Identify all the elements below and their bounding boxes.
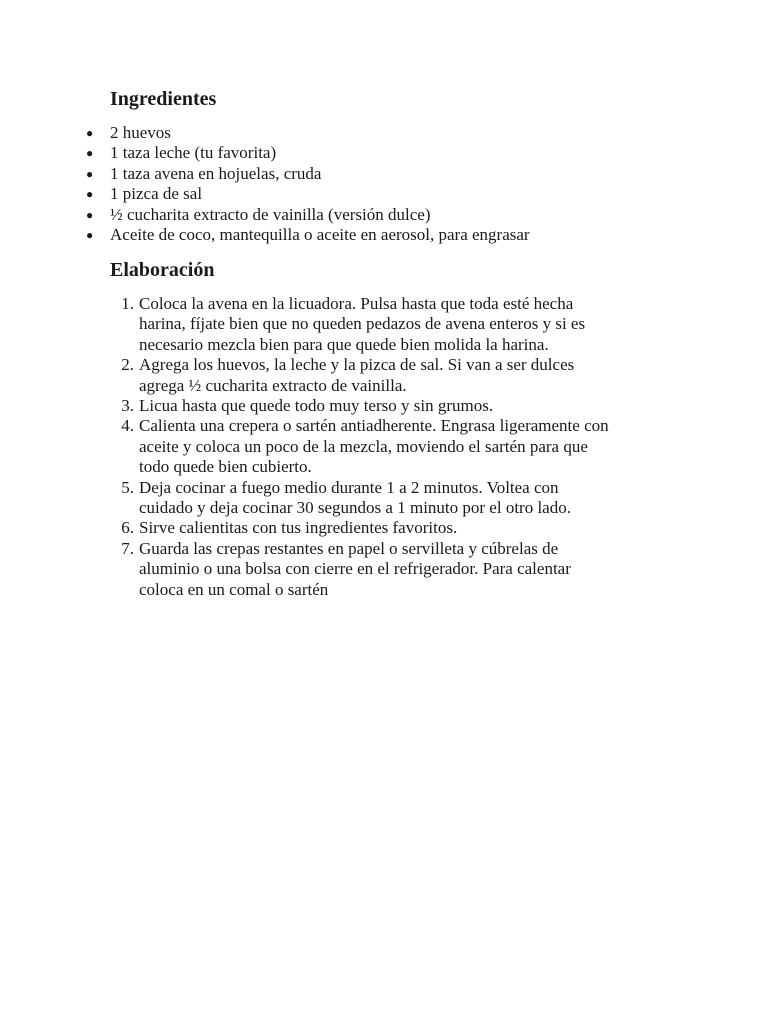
step-number: 4. bbox=[121, 416, 134, 436]
step-text-line: Deja cocinar a fuego medio durante 1 a 2 minutos. Voltea con bbox=[139, 477, 559, 497]
step-text-line: agrega ½ cucharita extracto de vainilla. bbox=[139, 375, 407, 395]
bullet-icon: ● bbox=[86, 187, 94, 202]
ingredient-item bbox=[0, 184, 700, 204]
ingredient-text: 1 taza avena en hojuelas, cruda bbox=[110, 163, 322, 183]
step-item bbox=[0, 294, 679, 355]
step-text-line: Sirve calientitas con tus ingredientes favoritos. bbox=[139, 518, 458, 538]
ingredient-item bbox=[0, 123, 700, 143]
preparation-heading: Elaboración bbox=[110, 259, 215, 281]
step-text-line: Calienta una crepera o sartén antiadherente. Engrasa ligeramente con bbox=[139, 416, 609, 436]
ingredient-item bbox=[0, 164, 700, 184]
step-text-line: Guarda las crepas restantes en papel o servilleta y cúbrelas de bbox=[139, 538, 559, 558]
step-text-line: aceite y coloca un poco de la mezcla, moviendo el sartén para que bbox=[139, 436, 588, 456]
step-number: 2. bbox=[121, 355, 134, 375]
step-item bbox=[0, 539, 679, 600]
step-text-line: Coloca la avena en la licuadora. Pulsa hasta que toda esté hecha bbox=[139, 294, 574, 313]
bullet-icon: ● bbox=[86, 207, 94, 222]
step-item bbox=[0, 518, 679, 538]
ingredients-list bbox=[0, 123, 700, 245]
preparation-steps-list bbox=[0, 294, 700, 600]
step-number: 3. bbox=[121, 396, 134, 416]
step-text-line: aluminio o una bolsa con cierre en el refrigerador. Para calentar bbox=[139, 559, 571, 579]
step-item bbox=[0, 355, 679, 396]
step-text-line: coloca en un comal o sartén bbox=[139, 579, 329, 599]
step-text-line: todo quede bien cubierto. bbox=[139, 457, 312, 477]
ingredient-text: 1 taza leche (tu favorita) bbox=[110, 143, 277, 163]
step-text-line: cuidado y deja cocinar 30 segundos a 1 minuto por el otro lado. bbox=[139, 498, 571, 518]
ingredients-heading: Ingredientes bbox=[110, 88, 217, 110]
step-text-line: necesario mezcla bien para que quede bien molida la harina. bbox=[139, 334, 549, 354]
bullet-icon: ● bbox=[86, 126, 94, 140]
bullet-icon: ● bbox=[86, 146, 94, 161]
step-text-line: Agrega los huevos, la leche y la pizca de sal. Si van a ser dulces bbox=[139, 355, 575, 375]
step-number: 7. bbox=[121, 538, 134, 558]
ingredient-text: 1 pizca de sal bbox=[110, 184, 203, 204]
ingredient-text: Aceite de coco, mantequilla o aceite en aerosol, para engrasar bbox=[110, 225, 530, 245]
step-item bbox=[0, 396, 679, 416]
step-number: 1. bbox=[121, 294, 134, 313]
ingredient-item bbox=[0, 225, 700, 245]
step-number: 5. bbox=[121, 477, 134, 497]
ingredient-item bbox=[0, 143, 700, 163]
step-item bbox=[0, 416, 679, 477]
step-number: 6. bbox=[121, 518, 134, 538]
bullet-icon: ● bbox=[86, 166, 94, 181]
ingredient-item bbox=[0, 205, 700, 225]
ingredient-text: 2 huevos bbox=[110, 123, 171, 142]
step-text-line: Licua hasta que quede todo muy terso y sin grumos. bbox=[139, 396, 494, 416]
ingredient-text: ½ cucharita extracto de vainilla (versión dulce) bbox=[110, 204, 431, 224]
bullet-icon: ● bbox=[86, 228, 94, 243]
step-item bbox=[0, 478, 679, 519]
step-text-line: harina, fíjate bien que no queden pedazos de avena enteros y si es bbox=[139, 314, 586, 334]
